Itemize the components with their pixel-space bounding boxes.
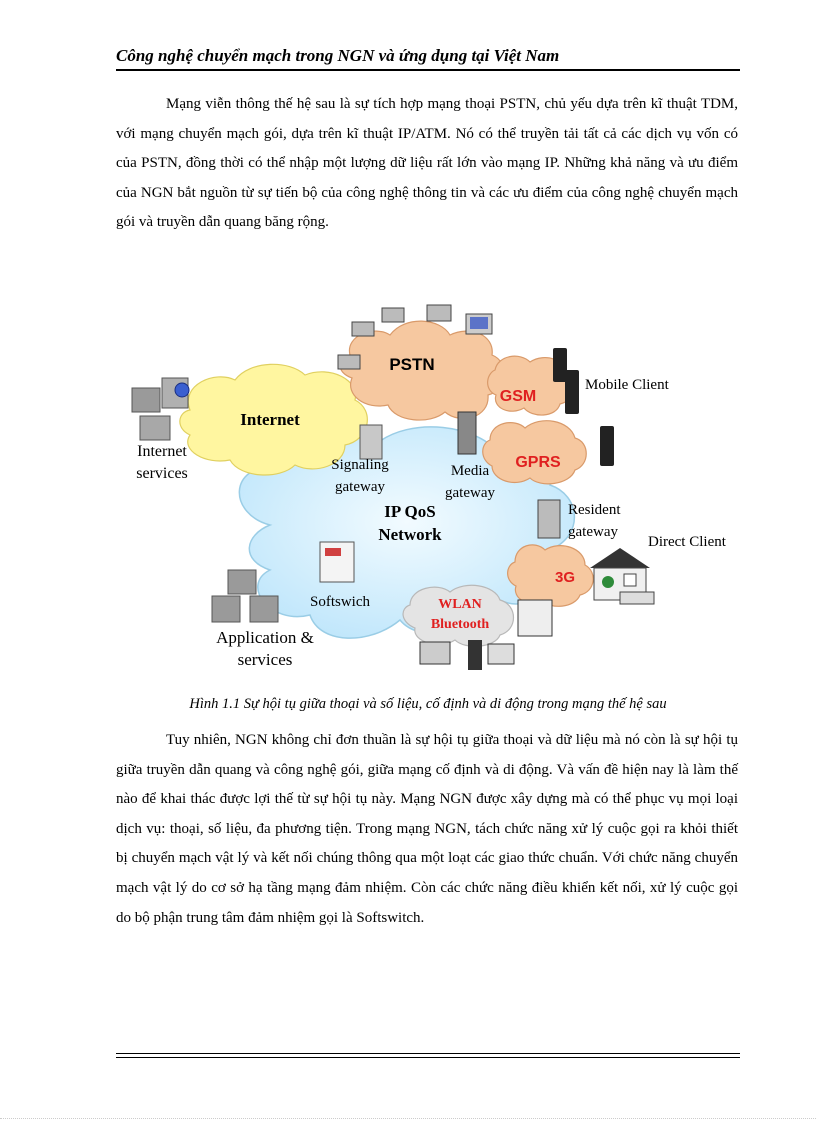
paragraph-1-text: Mạng viễn thông thế hệ sau là sự tích hợp mạng thoại PSTN, chủ yếu dựa trên kĩ thuật TDM, với mạng chuyển mạch gói, dựa trên kĩ thuật IP/ATM. Nó có thể truyền tải tất cả các dịch vụ vốn có của PSTN, đồng thời có thể nhập một lượng dữ liệu rất lớn vào mạng IP. Những khả năng và ưu điểm của NGN bắt nguồn từ sự tiến bộ của công nghệ thông tin và các ưu điểm của công nghệ chuyển mạch gói và truyền dẫn quang băng rộng. (116, 96, 738, 231)
signaling-gateway-label-2: gateway (335, 479, 385, 495)
signaling-gateway-icon (360, 425, 382, 459)
ipqos-label-2: Network (378, 525, 442, 544)
internet-services-label-1: Internet (137, 443, 187, 460)
signaling-gateway-label-1: Signaling (331, 457, 389, 473)
gprs-cloud (483, 421, 587, 484)
gprs-label: GPRS (515, 454, 561, 471)
direct-client-house-icon (590, 548, 654, 604)
pstn-label: PSTN (389, 355, 435, 374)
figure-caption: Hình 1.1 Sự hội tụ giữa thoại và số liệu, cố định và di động trong mạng thế hệ sau (189, 696, 667, 712)
softswitch-label: Softswich (310, 594, 370, 610)
media-gateway-label-1: Media (450, 463, 490, 479)
resident-gateway-label-1: Resident (568, 502, 621, 518)
page-header-title: Công nghệ chuyển mạch trong NGN và ứng dụng tại Việt Nam (116, 46, 560, 65)
3g-cloud (508, 545, 594, 606)
internet-services-label-2: services (136, 465, 188, 482)
gsm-label: GSM (499, 388, 537, 405)
wlan-cloud (403, 585, 513, 646)
paragraph-1 (116, 90, 738, 238)
page-bottom-border (0, 1118, 816, 1119)
ngn-convergence-diagram (120, 300, 750, 695)
paragraph-2 (116, 726, 738, 933)
ipqos-label-1: IP QoS (384, 502, 436, 521)
application-services-label-1: Application & (216, 628, 314, 647)
media-gateway-icon (458, 412, 476, 454)
media-gateway-label-2: gateway (445, 485, 495, 501)
resident-gateway-label-2: gateway (568, 524, 618, 540)
softswitch-icon (320, 542, 354, 582)
wlan-label: WLAN (438, 597, 482, 612)
3g-label: 3G (554, 569, 576, 586)
resident-gateway-icon (538, 500, 560, 538)
bluetooth-label: Bluetooth (430, 617, 490, 632)
footer-rule (116, 1053, 740, 1058)
header-rule (116, 69, 740, 71)
mobile-client-label: Mobile Client (585, 377, 669, 393)
internet-label: Internet (240, 410, 300, 429)
paragraph-2-text: Tuy nhiên, NGN không chỉ đơn thuần là sự hội tụ giữa thoại và dữ liệu mà nó còn là sự hội tụ giữa truyền dẫn quang và công nghệ gói, giữa mạng cố định và di động. Và vấn đề hiện nay là làm thế nào để khai thác được lợi thế từ sự hội tụ này. Mạng NGN được xây dựng mà có thể phục vụ mọi loại dịch vụ: thoại, số liệu, đa phương tiện. Trong mạng NGN, tách chức năng xử lý cuộc gọi ra khỏi thiết bị chuyển mạch vật lý và kết nối chúng thông qua một loạt các giao thức chuẩn. Với chức năng chuyển mạch vật lý do cơ sở hạ tầng mạng đảm nhiệm. Còn các chức năng điều khiển kết nối, xử lý cuộc gọi do bộ phận trung tâm đảm nhiệm gọi là Softswitch. (116, 732, 738, 926)
application-services-label-2: services (237, 650, 293, 669)
internet-services-servers-icon (132, 378, 189, 440)
direct-client-label: Direct Client (648, 534, 726, 550)
